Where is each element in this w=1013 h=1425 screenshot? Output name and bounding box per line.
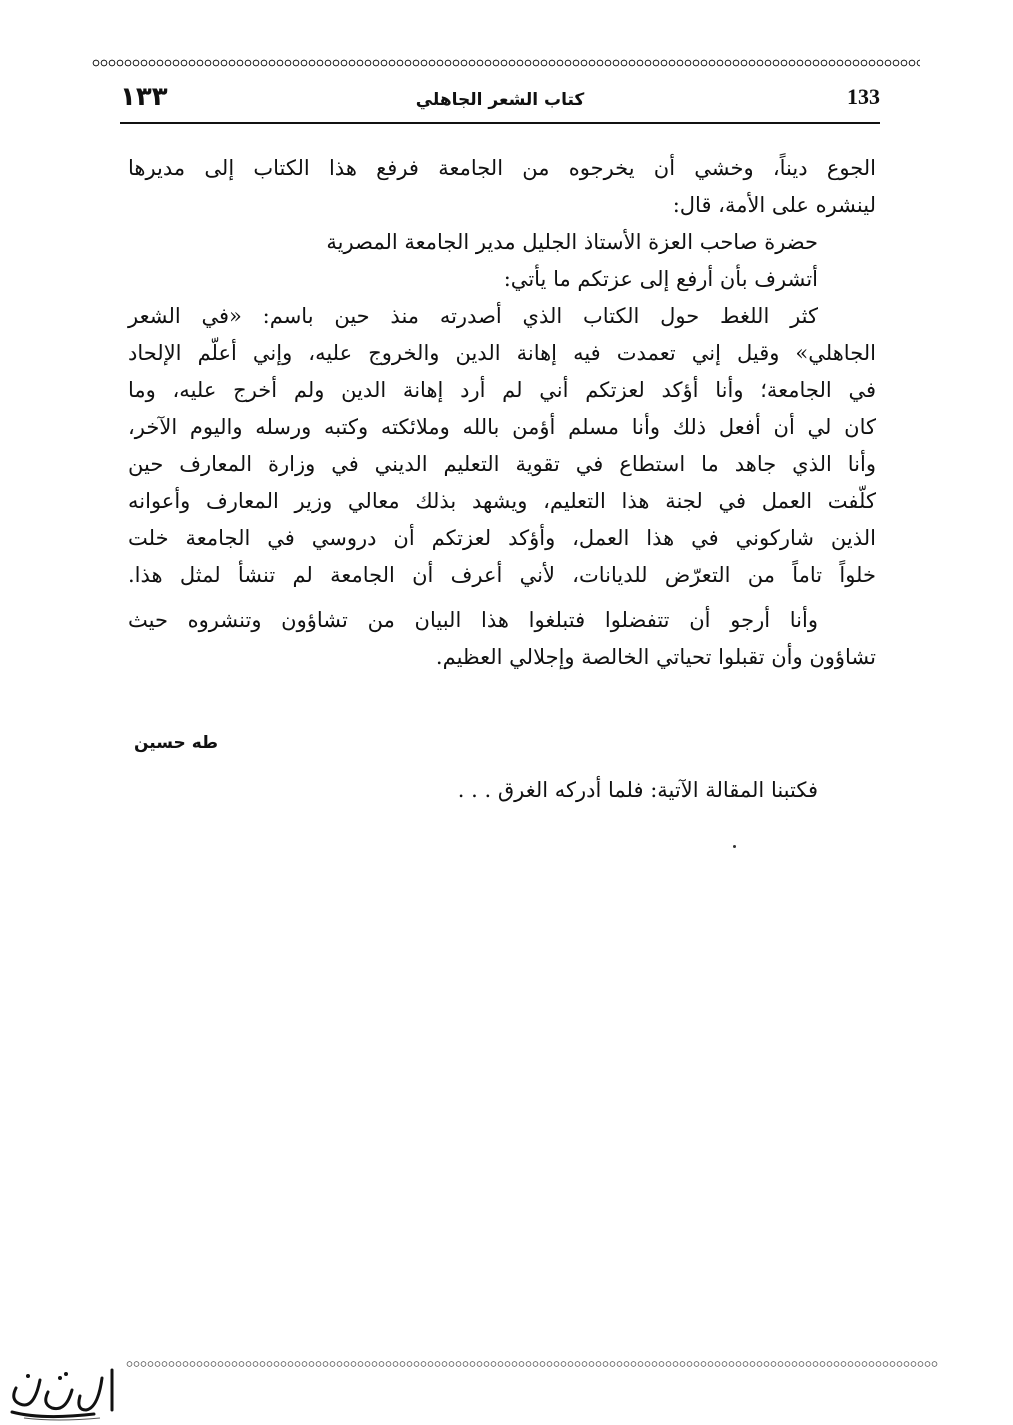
body-text: [128, 150, 876, 676]
text-line: كلّفت العمل في لجنة هذا التعليم، ويشهد بذلك معالي وزير المعارف وأعوانه: [128, 489, 876, 513]
book-title: كتاب الشعر الجاهلي: [415, 90, 585, 110]
text-line: وأنا أرجو أن تتفضلوا فتبلغوا هذا البيان من تشاؤون وتنشروه حيث: [128, 608, 818, 632]
calligraphy-logo-icon: [2, 1360, 122, 1422]
text-line: كثر اللغط حول الكتاب الذي أصدرته منذ حين باسم: «في الشعر: [128, 304, 818, 328]
page-number-arabic: ١٣٣: [120, 82, 168, 112]
text-line: كان لي أن أفعل ذلك وأنا مسلم أؤمن بالله وملائكته وكتبه ورسله واليوم الآخر،: [128, 415, 876, 439]
paragraph-gap: [128, 594, 876, 602]
text-line: تشاؤون وأن تقبلوا تحياتي الخالصة وإجلالي العظيم.: [435, 645, 876, 669]
text-line: في الجامعة؛ وأنا أؤكد لعزتكم أني لم أرد إهانة الدين ولم أخرج عليه، وما: [128, 378, 876, 402]
signature: طه حسين: [134, 733, 219, 753]
bottom-ornamental-border: [126, 1358, 938, 1370]
text-line: لينشره على الأمة، قال:: [672, 193, 876, 217]
letter-salutation: حضرة صاحب العزة الأستاذ الجليل مدير الجامعة المصرية: [326, 230, 818, 254]
text-line: خلواً تاماً من التعرّض للديانات، لأني أعرف أن الجامعة لم تنشأ لمثل هذا.: [128, 563, 876, 587]
text-line: الجاهلي» وقيل إني تعمدت فيه إهانة الدين والخروج عليه، وإني أعلّم الإلحاد: [128, 341, 876, 365]
text-line: الجوع ديناً، وخشي أن يخرجوه من الجامعة فرفع هذا الكتاب إلى مديرها: [128, 156, 876, 180]
page-number-latin: 133: [847, 84, 880, 109]
text-line: وأنا الذي جاهد ما استطاع في تقوية التعليم الديني في وزارة المعارف حين: [128, 452, 876, 476]
top-ornamental-border: [92, 56, 920, 70]
text-line: الذين شاركوني في هذا العمل، وأؤكد لعزتكم أن دروسي في الجامعة خلت: [128, 526, 876, 550]
closing-line: فكتبنا المقالة الآتية: فلما أدركه الغرق . . .: [457, 778, 818, 802]
stray-dot: [733, 845, 736, 848]
letter-opening: أتشرف بأن أرفع إلى عزتكم ما يأتي:: [503, 267, 818, 291]
page-header: [120, 82, 880, 124]
